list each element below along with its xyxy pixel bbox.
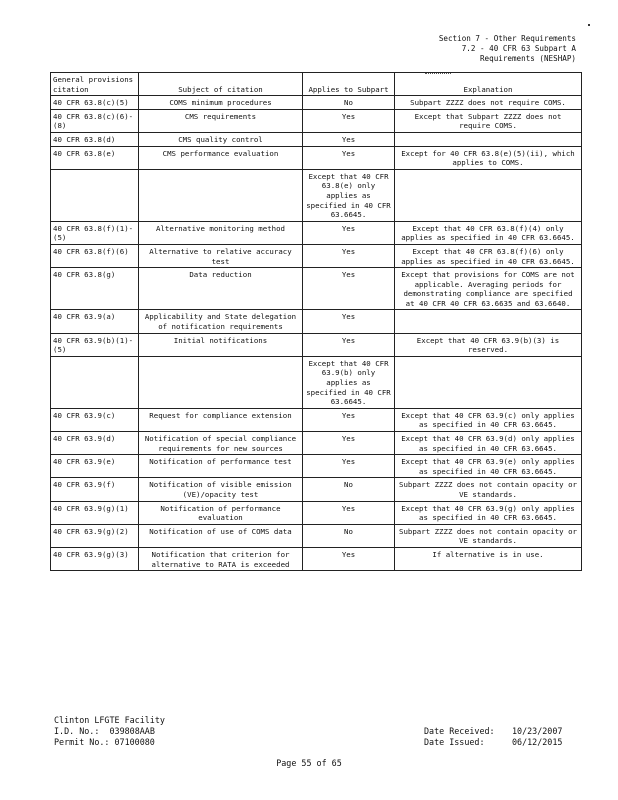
explanation-cell: Except that 40 CFR 63.9(c) only applies as specified in 40 CFR 63.6645.: [395, 408, 582, 431]
header-line-3: Requirements (NESHAP): [479, 54, 576, 64]
column-header-explanation: Explanation: [395, 73, 582, 96]
explanation-cell: Except that 40 CFR 63.8(f)(6) only applies as specified in 40 CFR 63.6645.: [395, 244, 582, 267]
citation-cell: 40 CFR 63.9(g)(1): [51, 501, 139, 524]
footer-dates-block: [424, 726, 562, 748]
applies-cell: Yes: [303, 244, 395, 267]
applies-cell: No: [303, 524, 395, 547]
explanation-cell: Subpart ZZZZ does not contain opacity or VE standards.: [395, 524, 582, 547]
column-header-subject: Subject of citation: [139, 73, 303, 96]
applies-cell: Yes: [303, 432, 395, 455]
table-row: [51, 132, 582, 146]
permit-value: 07100080: [114, 737, 155, 747]
subject-cell: CMS requirements: [139, 109, 303, 132]
subject-cell: Notification of performance test: [139, 455, 303, 478]
table-row: [51, 146, 582, 169]
citation-cell: 40 CFR 63.9(a): [51, 310, 139, 333]
subject-cell: Applicability and State delegation of notification requirements: [139, 310, 303, 333]
subject-cell: Initial notifications: [139, 333, 303, 356]
explanation-cell: Except that 40 CFR 63.9(b)(3) is reserved.: [395, 333, 582, 356]
column-header-citation: General provisions citation: [51, 73, 139, 96]
subject-cell: Alternative monitoring method: [139, 221, 303, 244]
citation-cell: 40 CFR 63.9(g)(2): [51, 524, 139, 547]
citation-cell: 40 CFR 63.8(g): [51, 268, 139, 310]
table-header-row: [51, 73, 582, 96]
citation-cell: 40 CFR 63.8(c)(6)-(8): [51, 109, 139, 132]
applies-cell: Yes: [303, 109, 395, 132]
applies-cell: Yes: [303, 455, 395, 478]
subject-cell: COMS minimum procedures: [139, 96, 303, 110]
subject-cell: Notification that criterion for alternative to RATA is exceeded: [139, 547, 303, 570]
citation-cell: 40 CFR 63.9(b)(1)-(5): [51, 333, 139, 356]
citation-cell: [51, 169, 139, 221]
table-row: [51, 221, 582, 244]
applies-cell: Yes: [303, 132, 395, 146]
citation-cell: 40 CFR 63.8(e): [51, 146, 139, 169]
applies-cell: Yes: [303, 408, 395, 431]
table-row: [51, 524, 582, 547]
table-row: [51, 455, 582, 478]
citation-cell: 40 CFR 63.9(f): [51, 478, 139, 501]
applies-cell: No: [303, 478, 395, 501]
table-row: [51, 169, 582, 221]
explanation-cell: [395, 132, 582, 146]
citation-cell: 40 CFR 63.8(c)(5): [51, 96, 139, 110]
table-row: [51, 547, 582, 570]
facility-id-value: 039808AAB: [109, 726, 155, 736]
subject-cell: CMS performance evaluation: [139, 146, 303, 169]
date-issued-value: 06/12/2015: [512, 737, 563, 747]
citation-cell: [51, 356, 139, 408]
citation-cell: 40 CFR 63.9(g)(3): [51, 547, 139, 570]
date-received-line: [424, 726, 562, 737]
applies-cell: Yes: [303, 268, 395, 310]
subject-cell: Notification of visible emission (VE)/opacity test: [139, 478, 303, 501]
applies-cell: Yes: [303, 547, 395, 570]
applies-cell: Yes: [303, 333, 395, 356]
footer-facility-block: [54, 715, 165, 748]
header-line-1: Section 7 - Other Requirements: [438, 34, 576, 43]
subject-cell: [139, 169, 303, 221]
explanation-cell: Except for 40 CFR 63.8(e)(5)(ii), which applies to COMS.: [395, 146, 582, 169]
subject-cell: Notification of special compliance requirements for new sources: [139, 432, 303, 455]
date-issued-line: [424, 737, 562, 748]
citation-cell: 40 CFR 63.9(e): [51, 455, 139, 478]
scan-speck: [588, 24, 590, 26]
subject-cell: Notification of use of COMS data: [139, 524, 303, 547]
subject-cell: [139, 356, 303, 408]
table-row: [51, 268, 582, 310]
citation-cell: 40 CFR 63.8(f)(1)-(5): [51, 221, 139, 244]
explanation-cell: [395, 310, 582, 333]
subject-cell: Data reduction: [139, 268, 303, 310]
applies-cell: Except that 40 CFR 63.8(e) only applies as specified in 40 CFR 63.6645.: [303, 169, 395, 221]
column-header-applies: Applies to Subpart: [303, 73, 395, 96]
header-line-2: 7.2 - 40 CFR 63 Subpart A: [461, 44, 576, 54]
table-row: [51, 333, 582, 356]
explanation-cell: Subpart ZZZZ does not contain opacity or VE standards.: [395, 478, 582, 501]
facility-id-label: I.D. No.:: [54, 726, 100, 736]
applies-cell: Yes: [303, 221, 395, 244]
facility-id-line: [54, 726, 165, 737]
table-row: [51, 478, 582, 501]
applies-cell: Yes: [303, 501, 395, 524]
citation-cell: 40 CFR 63.8(d): [51, 132, 139, 146]
subject-cell: CMS quality control: [139, 132, 303, 146]
explanation-cell: [395, 169, 582, 221]
table-row: [51, 408, 582, 431]
applies-cell: Yes: [303, 146, 395, 169]
table-row: [51, 109, 582, 132]
subject-cell: Notification of performance evaluation: [139, 501, 303, 524]
table-row: [51, 501, 582, 524]
explanation-cell: Subpart ZZZZ does not require COMS.: [395, 96, 582, 110]
explanation-cell: Except that 40 CFR 63.9(e) only applies as specified in 40 CFR 63.6645.: [395, 455, 582, 478]
table-row: [51, 432, 582, 455]
explanation-cell: [395, 356, 582, 408]
applies-cell: No: [303, 96, 395, 110]
explanation-cell: Except that Subpart ZZZZ does not require COMS.: [395, 109, 582, 132]
subject-cell: Request for compliance extension: [139, 408, 303, 431]
explanation-cell: Except that 40 CFR 63.8(f)(4) only applies as specified in 40 CFR 63.6645.: [395, 221, 582, 244]
date-received-label: Date Received:: [424, 726, 495, 736]
explanation-cell: Except that provisions for COMS are not applicable. Averaging periods for demonstrating compliance are specified at 40 CFR 40 CFR 63.6635 and 63.6640.: [395, 268, 582, 310]
facility-name: Clinton LFGTE Facility: [54, 715, 165, 725]
table-body: [51, 96, 582, 571]
table-row: [51, 96, 582, 110]
citation-cell: 40 CFR 63.9(d): [51, 432, 139, 455]
subject-cell: Alternative to relative accuracy test: [139, 244, 303, 267]
explanation-cell: Except that 40 CFR 63.9(g) only applies as specified in 40 CFR 63.6645.: [395, 501, 582, 524]
explanation-cell: If alternative is in use.: [395, 547, 582, 570]
section-header: [439, 34, 576, 65]
citation-cell: 40 CFR 63.8(f)(6): [51, 244, 139, 267]
date-issued-label: Date Issued:: [424, 737, 485, 747]
citation-cell: 40 CFR 63.9(c): [51, 408, 139, 431]
applies-cell: Except that 40 CFR 63.9(b) only applies as specified in 40 CFR 63.6645.: [303, 356, 395, 408]
date-received-value: 10/23/2007: [512, 726, 563, 736]
explanation-cell: Except that 40 CFR 63.9(d) only applies as specified in 40 CFR 63.6645.: [395, 432, 582, 455]
permit-label: Permit No.:: [54, 737, 110, 747]
table-row: [51, 244, 582, 267]
applies-cell: Yes: [303, 310, 395, 333]
table-row: [51, 310, 582, 333]
page-number: Page 55 of 65: [276, 758, 342, 768]
permit-line: [54, 737, 165, 748]
requirements-table: [50, 72, 582, 571]
table-row: [51, 356, 582, 408]
